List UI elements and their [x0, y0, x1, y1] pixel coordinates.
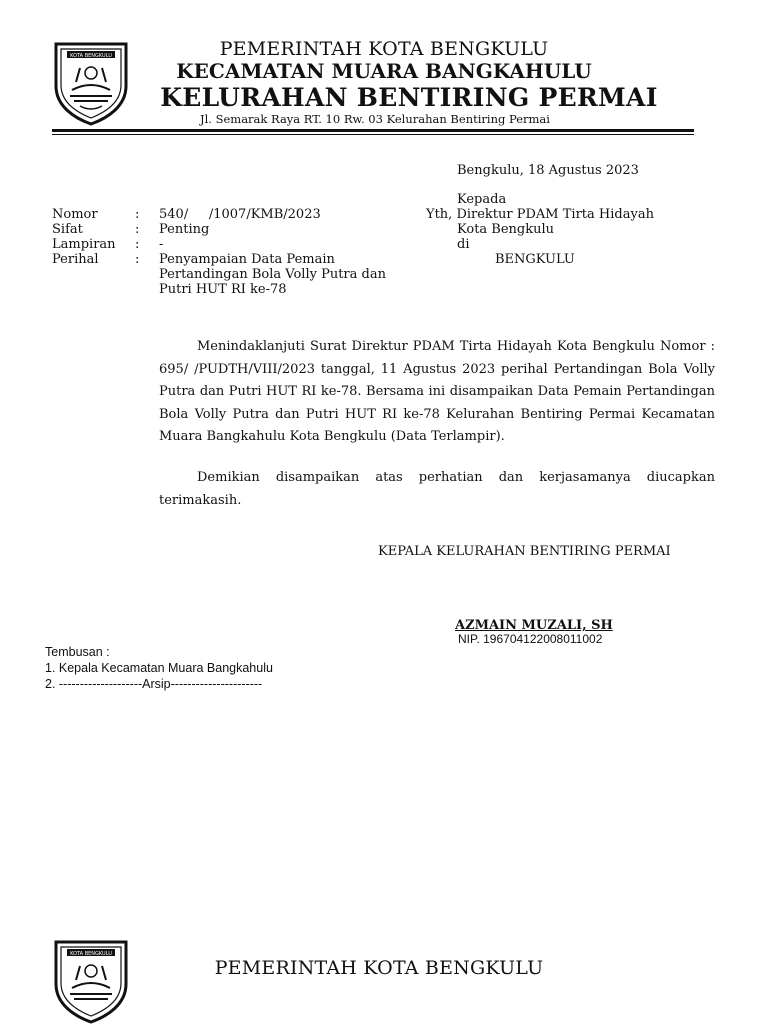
meta-lampiran-value: -	[159, 237, 164, 252]
letterhead-address: Jl. Semarak Raya RT. 10 Rw. 03 Kelurahan Bentiring Permai	[200, 112, 550, 126]
meta-sifat-label: Sifat	[52, 222, 83, 237]
letterhead-village: KELURAHAN BENTIRING PERMAI	[160, 83, 658, 112]
recipient-line4: BENGKULU	[495, 252, 575, 267]
meta-perihal-line1: Penyampaian Data Pemain	[159, 252, 335, 267]
tembusan-label: Tembusan :	[45, 645, 110, 659]
meta-perihal-colon: :	[135, 252, 140, 267]
logo-label-footer: KOTA BENGKULU	[70, 951, 112, 957]
meta-perihal-label: Perihal	[52, 252, 99, 267]
body-paragraph-1-text: Menindaklanjuti Surat Direktur PDAM Tirta Hidayah Kota Bengkulu Nomor : 695/ /PUDTH/VIII/2023 tanggal, 11 Agustus 2023 perihal Pertandingan Bola Volly Putra dan Putri HUT RI ke-78. Bersama ini disampaikan Data Pemain Pertandingan Bola Volly Putra dan Putri HUT RI ke-78 Kelurahan Bentiring Permai Kecamatan Muara Bangkahulu Kota Bengkulu (Data Terlampir).	[159, 339, 715, 444]
tembusan-item-1: 1. Kepala Kecamatan Muara Bangkahulu	[45, 661, 273, 675]
signature-title: KEPALA KELURAHAN BENTIRING PERMAI	[378, 544, 671, 559]
meta-nomor-label: Nomor	[52, 207, 98, 222]
city-emblem-logo-footer	[50, 936, 132, 1024]
signature-nip: NIP. 196704122008011002	[458, 632, 603, 646]
meta-perihal-line2: Pertandingan Bola Volly Putra dan	[159, 267, 386, 282]
footer-government: PEMERINTAH KOTA BENGKULU	[214, 957, 544, 979]
recipient-line3: di	[457, 237, 470, 252]
body-paragraph-1	[159, 336, 715, 449]
recipient-line1: Yth, Direktur PDAM Tirta Hidayah	[426, 207, 654, 222]
letter-date: Bengkulu, 18 Agustus 2023	[457, 163, 639, 178]
letterhead-district: KECAMATAN MUARA BANGKAHULU	[176, 59, 592, 83]
meta-perihal-line3: Putri HUT RI ke-78	[159, 282, 287, 297]
recipient-kepada: Kepada	[457, 192, 507, 207]
letterhead-rule-thin	[52, 134, 694, 135]
meta-sifat-value: Penting	[159, 222, 210, 237]
meta-lampiran-colon: :	[135, 237, 140, 252]
body-paragraph-2-text: Demikian disampaikan atas perhatian dan kerjasamanya diucapkan terimakasih.	[159, 470, 715, 508]
signature-name: AZMAIN MUZALI, SH	[455, 618, 613, 633]
meta-nomor-colon: :	[135, 207, 140, 222]
tembusan-item-2: 2. --------------------Arsip----------------------	[45, 677, 263, 691]
recipient-line2: Kota Bengkulu	[457, 222, 555, 237]
letterhead-rule-thick	[52, 129, 694, 132]
meta-lampiran-label: Lampiran	[52, 237, 116, 252]
body-paragraph-2	[159, 467, 715, 512]
logo-label: KOTA BENGKULU	[70, 53, 112, 59]
meta-sifat-colon: :	[135, 222, 140, 237]
letterhead-government: PEMERINTAH KOTA BENGKULU	[219, 38, 549, 60]
meta-nomor-value: 540/ /1007/KMB/2023	[159, 207, 321, 222]
